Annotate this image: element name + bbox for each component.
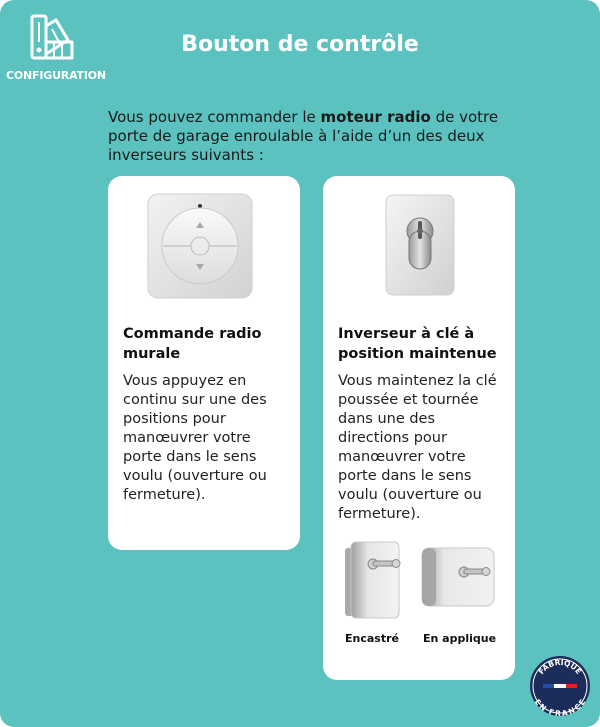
variant-label-flush: Encastré <box>345 632 399 645</box>
intro-before: Vous pouvez commander le <box>108 108 321 126</box>
configuration-label: CONFIGURATION <box>6 69 106 82</box>
intro-text <box>108 108 518 165</box>
card-1-description: Vous appuyez en continu sur une des positions pour manœuvrer votre porte dans le sens voulu (ouverture ou fermeture). <box>123 373 267 503</box>
key-switch-flush-image <box>343 540 403 620</box>
key-switch-image <box>384 193 456 297</box>
card-2-description: Vous maintenez la clé poussée et tournée dans une des directions pour manœuvrer votre porte dans le sens voulu (ouverture ou fermeture). <box>338 373 497 522</box>
key-switch-surface-image <box>420 544 496 608</box>
variant-label-surface: En applique <box>423 632 497 645</box>
made-in-france-badge <box>529 655 591 717</box>
card-1-title: Commande radio murale <box>123 326 262 362</box>
card-radio-wall-control <box>108 176 300 550</box>
radio-wall-control-image <box>146 192 254 300</box>
card-2-title: Inverseur à clé à position maintenue <box>338 326 497 362</box>
intro-bold: moteur radio <box>320 108 431 126</box>
intro-after: de votre porte de garage enroulable à l’aide d’un des deux inverseurs suivants : <box>108 108 499 164</box>
made-badge-line2: EN FRANCE <box>532 697 588 717</box>
card-key-switch <box>323 176 515 680</box>
page-title: Bouton de contrôle <box>181 32 419 57</box>
made-badge-line1: FABRIQUÉ <box>536 657 584 676</box>
